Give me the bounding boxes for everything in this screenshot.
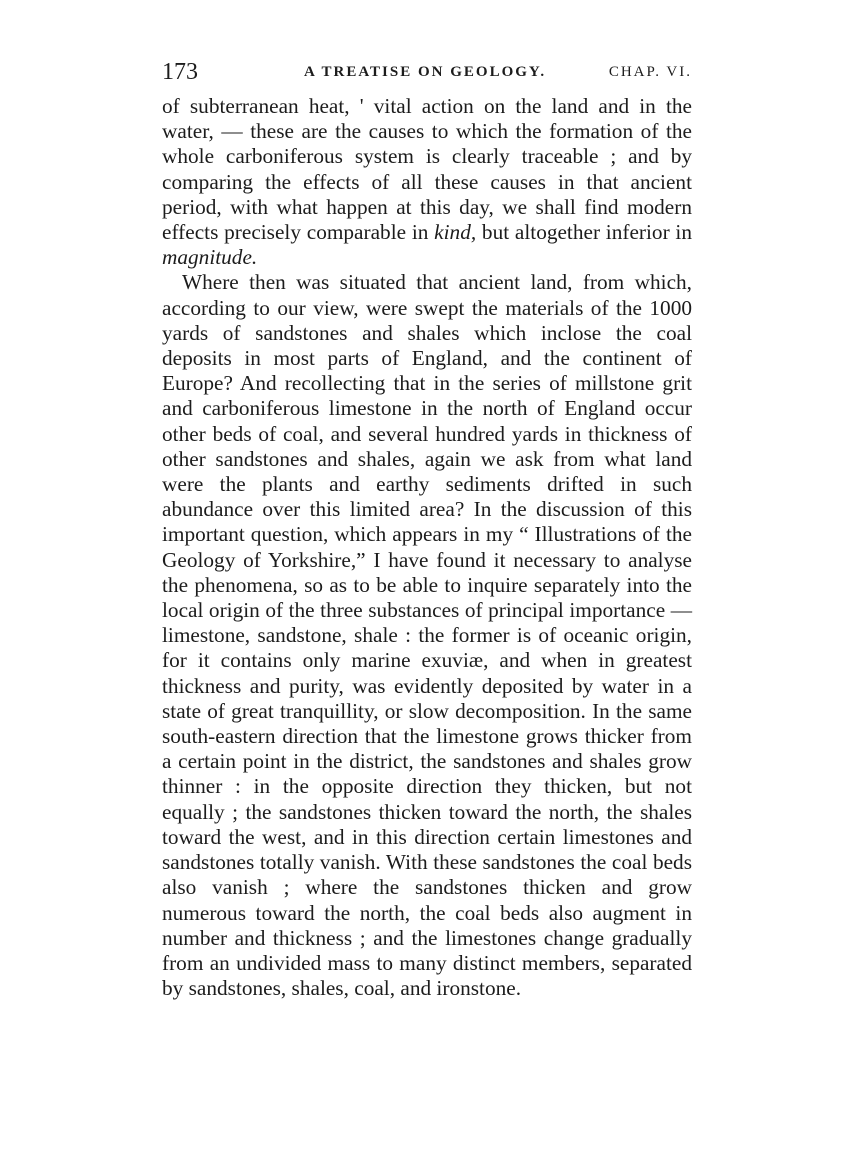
running-head	[162, 50, 692, 94]
body-text	[162, 94, 692, 1001]
text-run: Where then was situated that ancient land, from which, according to our view, were swept the materials of the 1000 yards of sandstones and shales which inclose the coal deposits in most parts of England, and the continent of Europe? And recollecting that in the series of millstone grit and carboniferous limestone in the north of England occur other beds of coal, and several hundred yards in thickness of other sandstones and shales, again we ask from what land were the plants and earthy sediments drifted in such abundance over this limited area? In the discussion of this important question, which appears in my “ Illustrations of the Geology of Yorkshire,” I have found it necessary to analyse the phenomena, so as to be able to inquire separately into the local origin of the three substances of principal importance — limestone, sandstone, shale : the former is of oceanic origin, for it contains only marine exuviæ, and when in greatest thickness and purity, was evidently deposited by water in a state of great tranquillity, or slow decomposition. In the same south-eastern direction that the limestone grows thicker from a certain point in the district, the sandstones and shales grow thinner : in the opposite direction they thicken, but not equally ; the sandstones thicken toward the north, the shales toward the west, and in this direction certain limestones and sandstones totally vanish. With these sandstones the coal beds also vanish ; where the sandstones thicken and grow numerous toward the north, the coal beds also augment in number and thickness ; and the limestones change gradually from an undivided mass to many distinct members, separated by sandstones, shales, coal, and ironstone.	[162, 270, 692, 1001]
text-run: of subterranean heat, ' vital action on the land and in the water, — these are the causes to which the formation of the whole carboniferous system is clearly traceable ; and by comparing the effects of all these causes in that ancient period, with what happen at this day, we shall find modern effects precisely comparable in	[162, 94, 692, 245]
italic-run: magnitude.	[162, 245, 258, 270]
chapter-label: CHAP. VI.	[608, 64, 692, 80]
text-run: but altogether inferior in	[476, 220, 692, 245]
page-number: 173	[162, 59, 198, 85]
paragraph-continuation	[162, 94, 692, 270]
italic-run: kind,	[434, 220, 477, 245]
book-page	[162, 50, 692, 1001]
running-title: A TREATISE ON GEOLOGY.	[304, 64, 547, 80]
paragraph	[162, 270, 692, 1001]
